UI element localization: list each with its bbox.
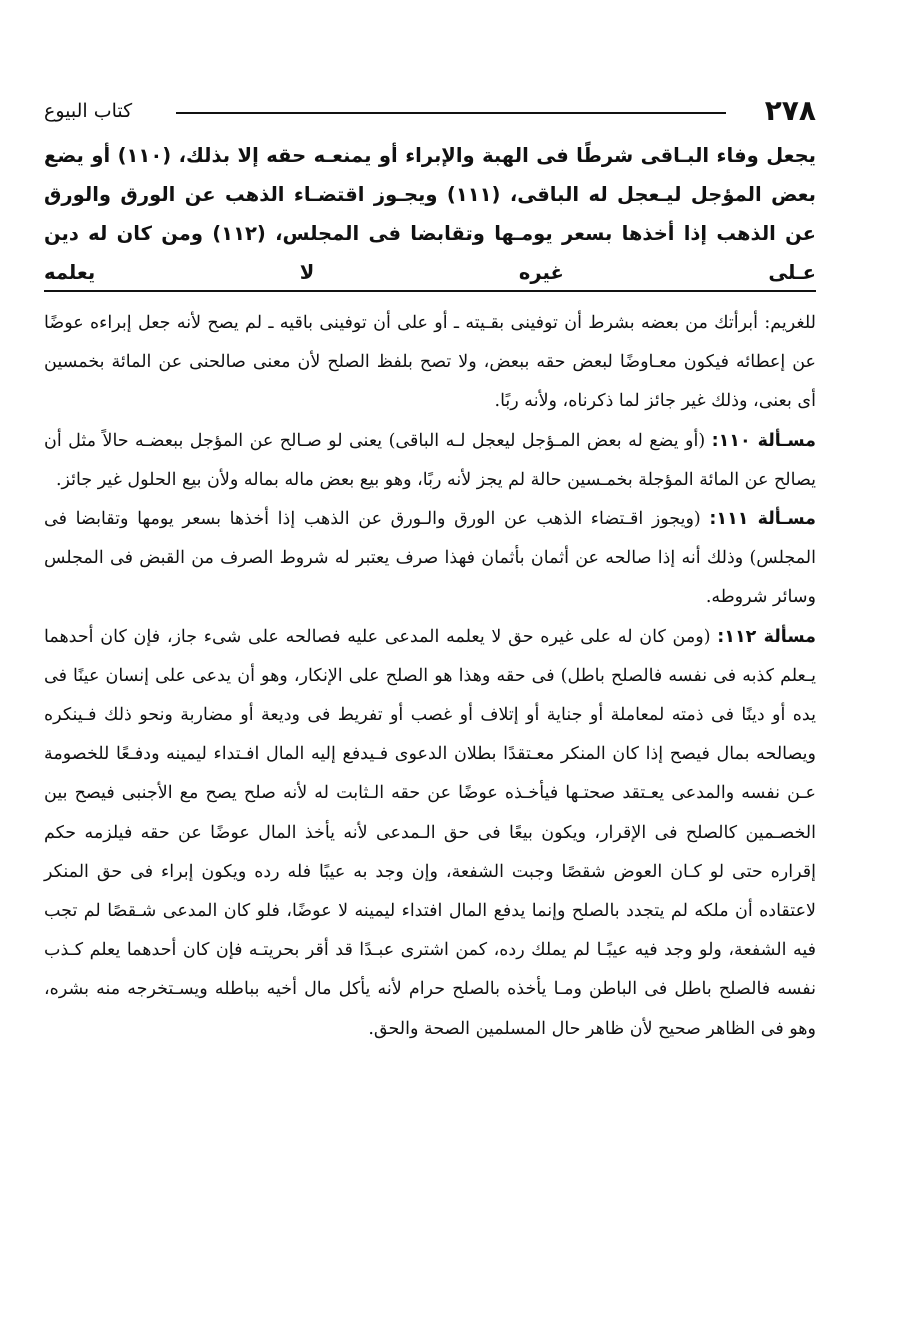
header-rule bbox=[176, 112, 726, 114]
masala-112 bbox=[44, 618, 816, 1049]
masala-110-label: مسـألة ١١٠: bbox=[711, 430, 816, 451]
commentary bbox=[44, 304, 816, 1049]
masala-111-label: مسـألة ١١١: bbox=[709, 509, 816, 530]
masala-111 bbox=[44, 500, 816, 618]
masala-112-text: (ومن كان له على غيره حق لا يعلمه المدعى عليه فصالحه على شىء جاز، فإن كان أحدهما يـعلم كذبه فى نفسه فالصلح باطل) فى حقه وهذا هو الصلح على الإنكار، وهو أن يدعى على إنسان عينًا فى يده أو دينًا فى ذمته لمعاملة أو جناية أو إتلاف أو غصب أو تفريط فى وديعة أو مضاربة ونحو ذلك فـينكره ويصالحه بمال فيصح إذا كان المنكر معـتقدًا بطلان الدعوى فـيدفع إليه المال افـتداء ليمينه ودفـعًا للخصومة عـن نفسه والمدعى يعـتقد صحتـها فيأخـذه عوضًا عن حقه الـثابت له لأنه صلح يصح مع الأجنبى فيصح بين الخصـمين كالصلح فى الإقرار، ويكون بيعًا فى حق الـمدعى لأنه يأخذ المال عوضًا عن حقه فيلزمه حكم إقراره حتى لو كـان العوض شقصًا وجبت الشفعة، وإن وجد به عيبًا فله رده ويكون إبراء فى حق المنكر لاعتقاده أن ملكه لم يتجدد بالصلح وإنما يدفع المال افتداء ليمينه لا عوضًا، فلو كان المدعى شـقصًا لم تجب فيه الشفعة، ولو وجد فيه عيبًـا لم يملك رده، كمن اشترى عبـدًا قد أقر بحريتـه فإن كان أحدهما يعلم كـذب نفسه فالصلح باطل فى الباطن ومـا يأخذه بالصلح حرام لأنه يأكل مال أخيه بباطله ويسـتخرجه منه بشره، وهو فى الظاهر صحيح لأن ظاهر حال المسلمين الصحة والحق. bbox=[44, 626, 816, 1039]
footnote-separator bbox=[44, 290, 816, 292]
masala-111-text: (ويجوز اقـتضاء الذهب عن الورق والـورق عن الذهب إذا أخذها بسعر يومها وتقابضا فى المجلس) وذلك أنه إذا صالحه عن أثمان بأثمان فهذا صرف يعتبر له شروط الصرف من القبض فى المجلس وسائر شروطه. bbox=[44, 509, 816, 608]
main-paragraph: يجعل وفاء البـاقى شرطًا فى الهبة والإبراء أو يمنعـه حقه إلا بذلك، (١١٠) أو يضع بعض المؤجل ليـعجل له الباقى، (١١١) ويجـوز اقتضـاء الذهب عن الورق والورق عن الذهب إذا أخذها بسعر يومـها وتقابضا فى المجلس، (١١٢) ومن كان له دين عـلى غيره لا يعلمه bbox=[44, 144, 816, 284]
masala-110 bbox=[44, 422, 816, 500]
book-title: كتاب البيوع bbox=[44, 100, 133, 122]
masala-112-label: مسألة ١١٢: bbox=[717, 626, 816, 647]
page-header bbox=[44, 92, 816, 130]
masala-110-text: (أو يضع له بعض المـؤجل ليعجل لـه الباقى) يعنى لو صـالح عن المؤجل ببعضـه حالاً مثل أن يصالح عن المائة المؤجلة بخمـسين حالة لم يجز لأنه ربًا، وهو بيع بعض ماله بماله ولأن بيع الحلول غير جائز. bbox=[44, 430, 816, 490]
commentary-intro: للغريم: أبرأتك من بعضه بشرط أن توفينى بقـيته ـ أو على أن توفينى باقيه ـ لم يصح لأنه جعل إبراءه عوضًا عن إعطائه فيكون معـاوضًا لبعض حقه ببعض، ولا تصح بلفظ الصلح لأن معنى صالحنى عن المائة بخمسين أى بعنى، وذلك غير جائز لما ذكرناه، ولأنه ربًا. bbox=[44, 313, 816, 412]
page-number: ٢٧٨ bbox=[764, 94, 816, 127]
main-text bbox=[44, 136, 816, 292]
